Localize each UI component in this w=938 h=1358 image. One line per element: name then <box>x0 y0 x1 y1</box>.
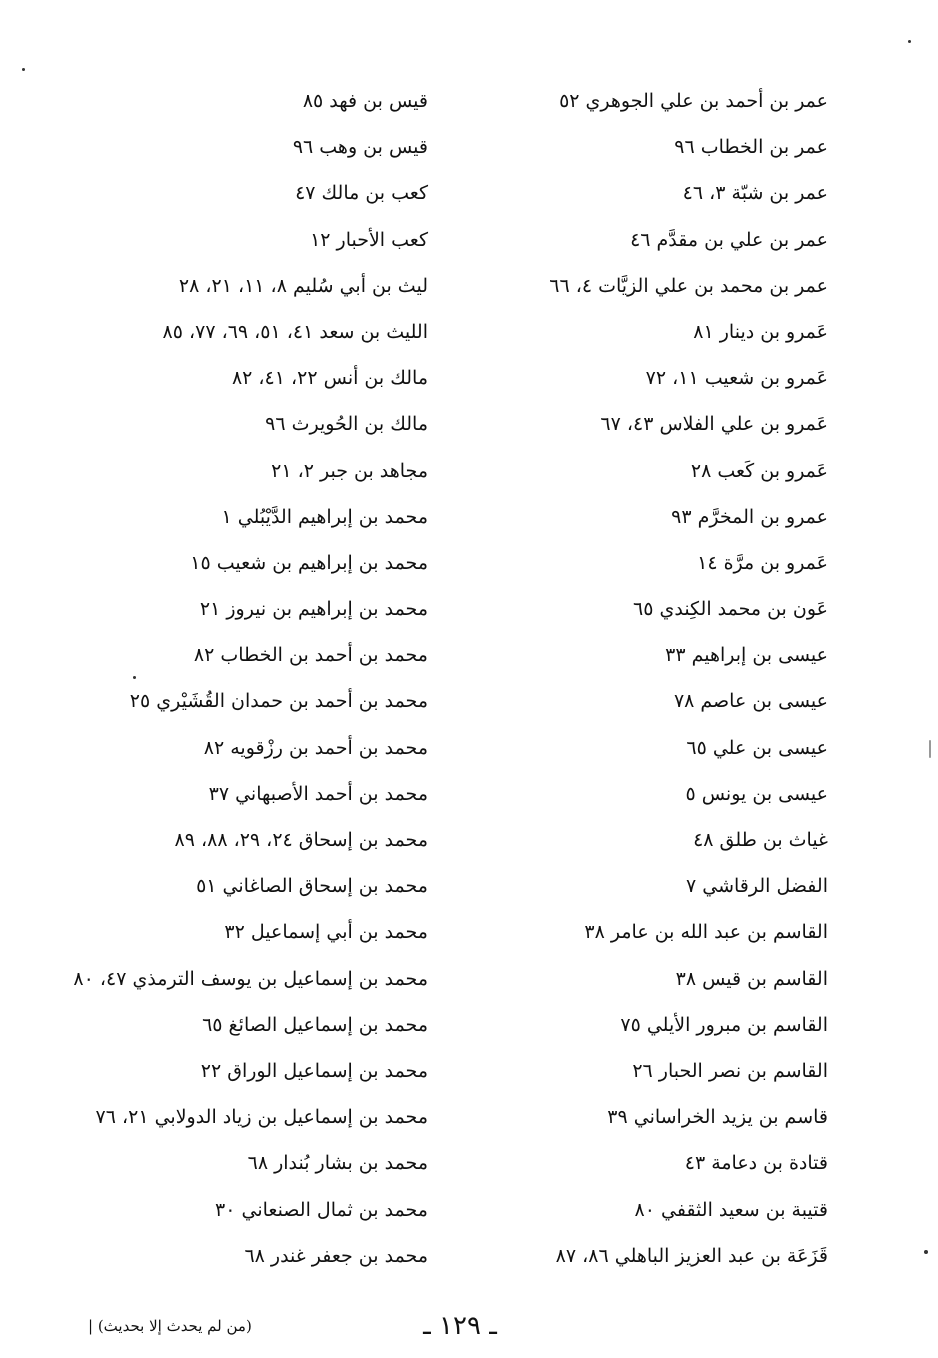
page-number: ـ ١٢٩ ـ <box>423 1311 497 1341</box>
index-entry: محمد بن إبراهيم بن شعيب ١٥ <box>190 551 428 574</box>
index-entry: قيس بن فهد ٨٥ <box>302 90 428 112</box>
index-entry: عَمرو بن مرَّة ١٤ <box>697 551 828 574</box>
index-entry: محمد بن أبي إسماعيل ٣٢ <box>224 921 428 944</box>
index-entry: الفضل الرقاشي ٧ <box>685 875 828 898</box>
index-entry: محمد بن جعفر غندر ٦٨ <box>244 1244 428 1267</box>
scan-speck <box>133 676 136 679</box>
index-entry: القاسم بن مبرور الأيلي ٧٥ <box>620 1013 828 1036</box>
index-entry: محمد بن ثمال الصنعاني ٣٠ <box>215 1198 428 1221</box>
index-entry: عيسى بن علي ٦٥ <box>686 736 828 759</box>
index-entry: القاسم بن عبد الله بن عامر ٣٨ <box>584 921 828 944</box>
index-entry: محمد بن إسماعيل بن يوسف الترمذي ٤٧، ٨٠ <box>73 967 428 990</box>
index-entry: عيسى بن يونس ٥ <box>685 782 828 805</box>
index-entry: محمد بن إبراهيم بن نيروز ٢١ <box>199 598 428 621</box>
index-entry: عَمرو بن شعيب ١١، ٧٢ <box>645 367 828 390</box>
scan-speck <box>908 40 911 43</box>
running-footer-note: (من لم يحدث إلا بحديث) | <box>88 1317 252 1335</box>
index-entry: مالك بن أنس ٢٢، ٤١، ٨٢ <box>231 367 428 390</box>
index-entry: القاسم بن نصر الحبار ٢٦ <box>632 1059 828 1082</box>
index-entry: عيسى بن إبراهيم ٣٣ <box>665 644 828 667</box>
index-entry: محمد بن إبراهيم الدَّيْبُلي ١ <box>221 505 428 528</box>
index-entry: عمر بن شبّة ٣، ٤٦ <box>682 182 828 205</box>
scan-speck <box>22 68 25 71</box>
index-entry: عمر بن علي بن مقدَّم ٤٦ <box>630 228 828 251</box>
index-entry: قتادة بن دعامة ٤٣ <box>684 1152 828 1175</box>
index-entry: مالك بن الحُويرث ٩٦ <box>265 413 428 436</box>
index-entry: محمد بن إسماعيل الصائغ ٦٥ <box>202 1013 428 1036</box>
index-entry: عَون بن محمد الكِندي ٦٥ <box>633 598 828 621</box>
index-entry: الليث بن سعد ٤١، ٥١، ٦٩، ٧٧، ٨٥ <box>162 320 428 343</box>
left-column <box>28 78 428 1279</box>
index-entry: محمد بن أحمد بن رزْقويه ٨٢ <box>203 736 428 759</box>
index-entry: غياث بن طلق ٤٨ <box>693 829 828 851</box>
index-entry: مجاهد بن جبر ٢، ٢١ <box>271 459 428 482</box>
index-entry: عمر بن محمد بن علي الزيَّات ٤، ٦٦ <box>549 274 828 297</box>
index-entry: محمد بن أحمد الأصبهاني ٣٧ <box>208 782 428 805</box>
index-entry: عيسى بن عاصم ٧٨ <box>673 690 828 713</box>
index-entry: عمرو بن المخرَّم ٩٣ <box>671 505 828 528</box>
index-entry: محمد بن أحمد بن حمدان القُشَيْري ٢٥ <box>129 690 428 713</box>
index-entry: القاسم بن قيس ٣٨ <box>675 967 828 990</box>
index-entry: محمد بن إسماعيل الوراق ٢٢ <box>200 1059 428 1082</box>
right-column <box>488 78 828 1279</box>
index-entry: عمر بن الخطاب ٩٦ <box>674 136 828 159</box>
index-entry: محمد بن أحمد بن الخطاب ٨٢ <box>193 644 428 667</box>
index-entry: عمر بن أحمد بن علي الجوهري ٥٢ <box>559 90 828 112</box>
index-entry: محمد بن إسماعيل بن زياد الدولابي ٢١، ٧٦ <box>95 1106 428 1129</box>
index-entry: قاسم بن يزيد الخراساني ٣٩ <box>607 1106 828 1129</box>
index-entry: عَمرو بن علي الفلاس ٤٣، ٦٧ <box>600 413 828 436</box>
scan-speck <box>924 1250 928 1254</box>
index-entry: كعب بن مالك ٤٧ <box>295 182 428 205</box>
index-entry: محمد بن إسحاق ٢٤، ٢٩، ٨٨، ٨٩ <box>174 829 428 851</box>
index-entry: قيس بن وهب ٩٦ <box>292 136 428 159</box>
index-entry: قَزَعَة بن عبد العزيز الباهلي ٨٦، ٨٧ <box>555 1244 828 1267</box>
index-entry: قتيبة بن سعيد الثقفي ٨٠ <box>634 1198 828 1221</box>
scan-speck <box>929 740 931 758</box>
page-footer <box>0 1306 938 1346</box>
index-entry: كعب الأحبار ١٢ <box>310 228 428 251</box>
index-entry: عَمرو بن كَعب ٢٨ <box>690 459 828 482</box>
index-entry: ليث بن أبي سُليم ٨، ١١، ٢١، ٢٨ <box>178 274 428 297</box>
index-entry: عَمرو بن دينار ٨١ <box>693 320 828 343</box>
index-entry: محمد بن إسحاق الصاغاني ٥١ <box>196 875 428 898</box>
index-entry: محمد بن بشار بُندار ٦٨ <box>247 1152 428 1175</box>
